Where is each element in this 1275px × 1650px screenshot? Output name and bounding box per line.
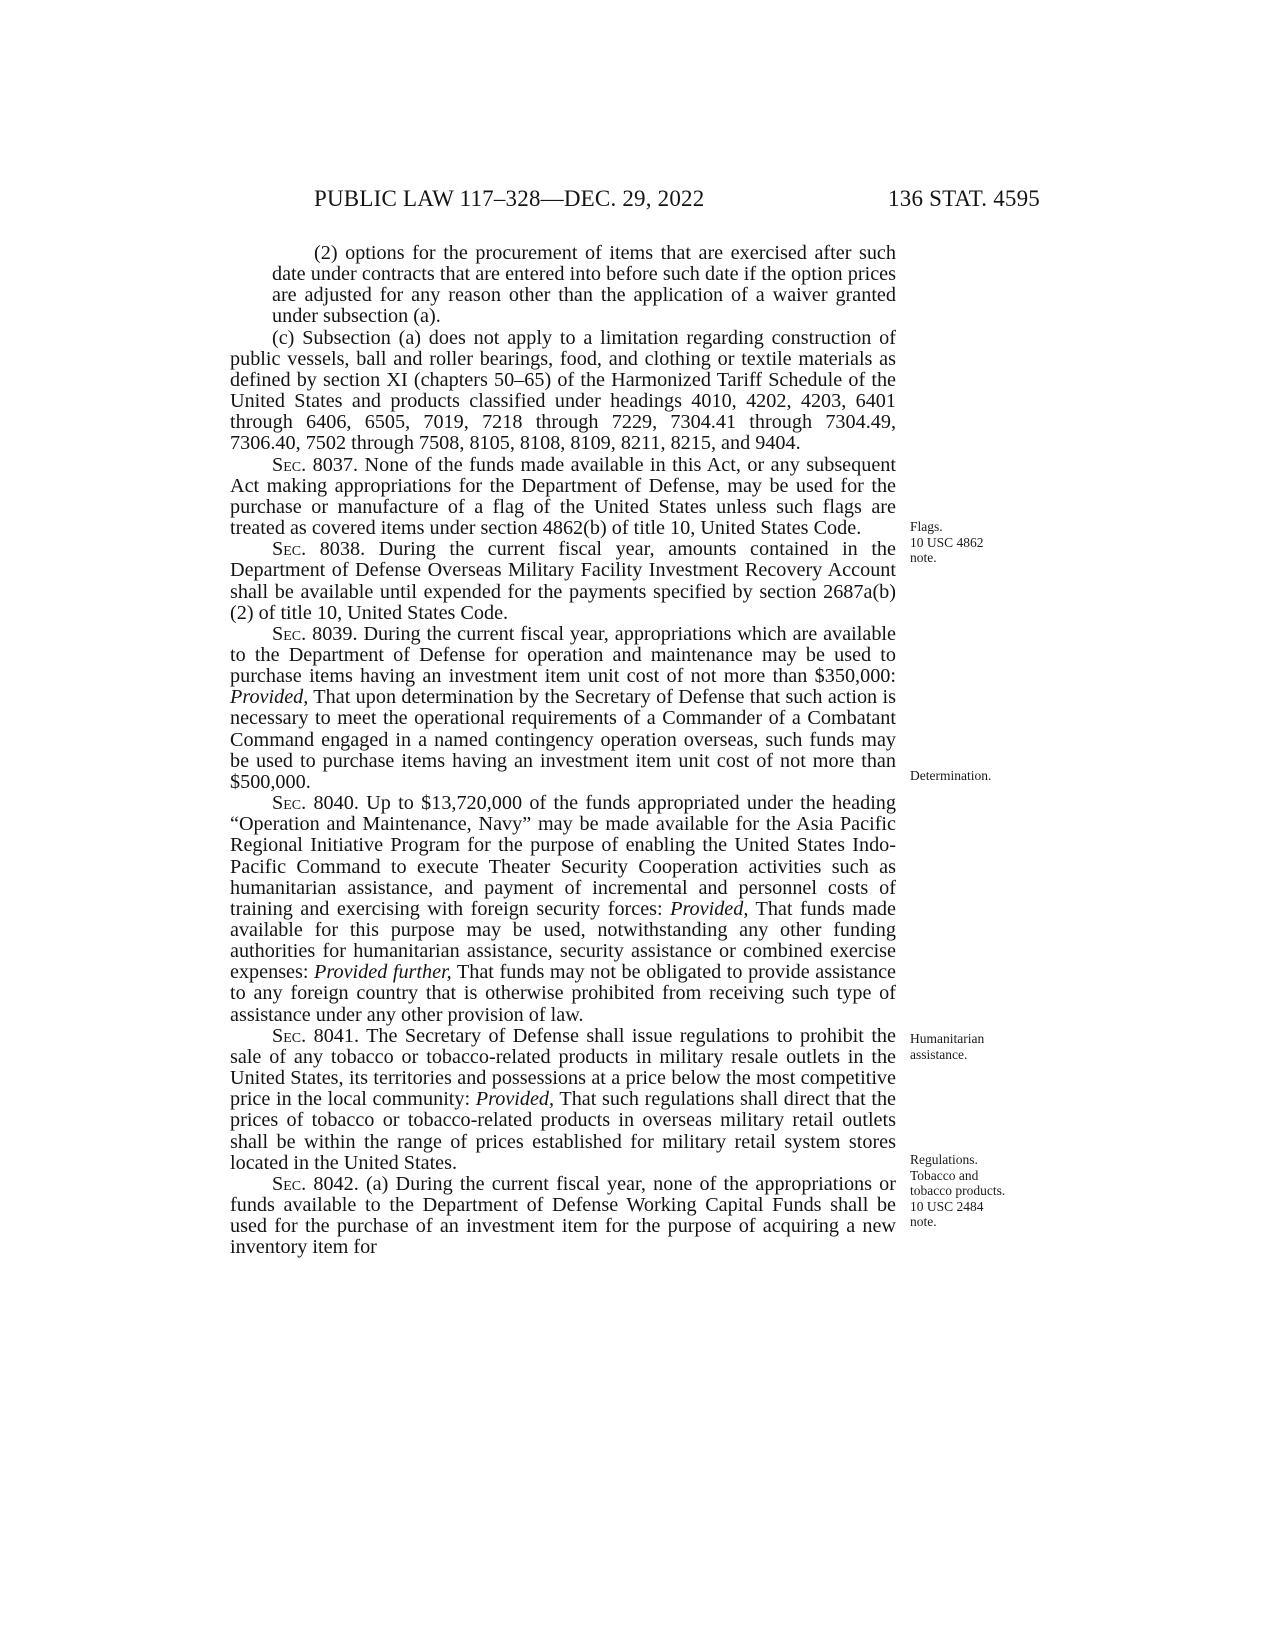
section-8039: [230, 624, 896, 793]
margin-note-humanitarian: [910, 1031, 1050, 1062]
margin-note-line: assistance.: [910, 1046, 968, 1062]
provided-further-italic: Provided further,: [314, 961, 452, 984]
margin-note-line: note.: [910, 550, 937, 565]
section-8039-text-b: That upon determination by the Secretary of Defense that such action is necessary to meet the operational requirements of a Commander of a Combatant Command engaged in a named contingency operation overseas, such funds may be used to purchase items having an investment item unit cost of not more than $500,000.: [230, 686, 896, 793]
margin-note-line: Regulations.: [910, 1152, 978, 1167]
sec-label: Sec.: [272, 538, 307, 561]
section-8038-text: 8038. During the current fiscal year, amounts contained in the Department of Defense Overseas Military Facility Investment Recovery Account shall be available until expended for the payments specified by section 2687a(b)(2) of title 10, United States Code.: [230, 538, 896, 624]
section-8037-text: 8037. None of the funds made available in this Act, or any subsequent Act making appropriations for the Department of Defense, may be used for the purchase or manufacture of a flag of the United States unless such flags are treated as covered items under section 4862(b) of title 10, United States Code.: [230, 453, 896, 540]
section-8041: [230, 1026, 896, 1174]
section-8037: [230, 455, 896, 540]
sec-label: Sec.: [272, 1024, 307, 1047]
running-head: [230, 186, 1040, 216]
margin-note-line: Flags.: [910, 519, 943, 534]
margin-note-line: Determination.: [910, 768, 992, 783]
margin-note-regulations: [910, 1152, 1050, 1230]
sec-label: Sec.: [272, 1172, 307, 1195]
margin-note-line: tobacco products.: [910, 1183, 1006, 1198]
sec-label: Sec.: [272, 792, 307, 815]
provided-italic: Provided,: [475, 1088, 555, 1111]
margin-note-line: Humanitarian: [910, 1031, 985, 1046]
section-8041-text-b: That such regulations shall direct that the prices of tobacco or tobacco-related products in overseas military retail outlets shall be within the range of prices established for military retail system stores located in the United States.: [230, 1088, 896, 1174]
section-8040-text-b: That funds made available for this purpose may be used, notwithstanding any other funding authorities for humanitarian assistance, security assistance or combined exercise expenses:: [230, 897, 896, 984]
section-8038: [230, 539, 896, 624]
paragraph-c: (c) Subsection (a) does not apply to a limitation regarding construction of public vessels, ball and roller bearings, food, and clothing or textile materials as defined by section XI (chapters 50–65) of the Harmonized Tariff Schedule of the United States and products classified under headings 4010, 4202, 4203, 6401 through 6406, 6505, 7019, 7218 through 7229, 7304.41 through 7304.49, 7306.40, 7502 through 7508, 8105, 8108, 8109, 8211, 8215, and 9404.: [230, 326, 896, 455]
provided-italic: Provided,: [230, 686, 309, 709]
body-text: [230, 243, 896, 1259]
section-8040: [230, 793, 896, 1026]
sec-label: Sec.: [272, 453, 307, 476]
statute-page-number: 136 STAT. 4595: [888, 186, 1040, 211]
section-8042: [230, 1174, 896, 1259]
margin-note-line: note.: [910, 1214, 937, 1229]
section-8040-text-c: That funds may not be obligated to provide assistance to any foreign country that is otherwise prohibited from receiving such type of assistance under any other provision of law.: [230, 961, 897, 1026]
margin-note-line: 10 USC 4862: [910, 534, 984, 550]
paragraph-b2: (2) options for the procurement of items that are exercised after such date under contracts that are entered into before such date if the option prices are adjusted for any reason other than the application of a waiver granted under subsection (a).: [272, 242, 896, 328]
margin-note-line: Tobacco and: [910, 1167, 979, 1183]
section-8039-text-a: 8039. During the current fiscal year, appropriations which are available to the Department of Defense for operation and maintenance may be used to purchase items having an investment item unit cost of not more than $350,000:: [230, 622, 896, 688]
sec-label: Sec.: [272, 622, 307, 645]
section-8042-text: 8042. (a) During the current fiscal year, none of the appropriations or funds available to the Department of Defense Working Capital Funds shall be used for the purchase of an investment item for the purpose of acquiring a new inventory item for: [230, 1172, 896, 1259]
provided-italic: Provided,: [670, 897, 749, 920]
section-8041-text-a: 8041. The Secretary of Defense shall issue regulations to prohibit the sale of any tobacco or tobacco-related products in military resale outlets in the United States, its territories and possessions at a price below the most competitive price in the local community:: [230, 1024, 896, 1111]
margin-note-determination: [910, 768, 1050, 784]
margin-note-flags: [910, 519, 1050, 566]
margin-note-line: 10 USC 2484: [910, 1198, 984, 1214]
running-head-title: PUBLIC LAW 117–328—DEC. 29, 2022: [314, 186, 705, 211]
section-8040-text-a: 8040. Up to $13,720,000 of the funds appropriated under the heading “Operation and Maintenance, Navy” may be made available for the Asia Pacific Regional Initiative Program for the purpose of enabling the United States Indo-Pacific Command to execute Theater Security Cooperation activities such as humanitarian assistance, and payment of incremental and personnel costs of training and exercising with foreign security forces:: [230, 792, 896, 920]
